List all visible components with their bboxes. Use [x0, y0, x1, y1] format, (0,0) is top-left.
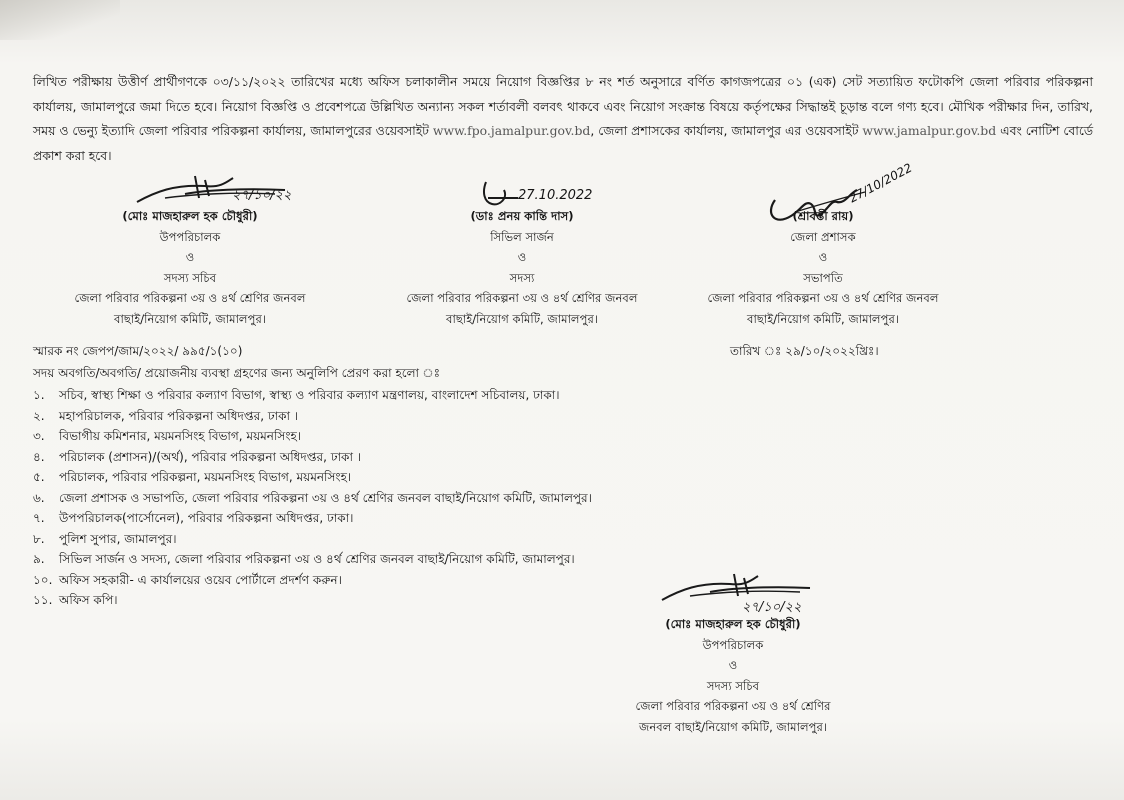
signature-3-date: 27/10/2022: [846, 160, 915, 206]
signatory-2-conj: ও: [517, 250, 527, 264]
signatory-1-conj: ও: [185, 250, 195, 264]
signatory-1-name: (মোঃ মাজহারুল হক চৌধুরী): [122, 209, 258, 223]
footer-signatory-block: [583, 614, 883, 737]
list-item: ৯. সিভিল সার্জন ও সদস্য, জেলা পরিবার পরিকল্পনা ৩য় ও ৪র্থ শ্রেণির জনবল বাছাই/নিয়োগ কমিটি, জামালপুর।: [33, 552, 575, 566]
copy-intro: সদয় অবগতি/অবগতি/ প্রয়োজনীয় ব্যবস্থা গ্রহণের জন্য অনুলিপি প্রেরণ করা হলো ঃ: [33, 366, 440, 380]
list-item: ৭. উপপরিচালক(পার্সোনেল), পরিবার পরিকল্পনা অধিদপ্তর, ঢাকা।: [33, 511, 354, 525]
signatory-3-title: জেলা প্রশাসক: [790, 229, 856, 244]
paragraph-text-2: , জেলা প্রশাসকের কার্যালয়, জামালপুর এর ওয়েবসাইট: [590, 123, 863, 138]
footer-signature-date: ২৭/১০/২২: [742, 600, 802, 615]
footer-signatory-name: (মোঃ মাজহারুল হক চৌধুরী): [665, 617, 801, 631]
signatory-2-committee-1: জেলা পরিবার পরিকল্পনা ৩য় ও ৪র্থ শ্রেণির জনবল: [406, 291, 638, 305]
list-item: ৬. জেলা প্রশাসক ও সভাপতি, জেলা পরিবার পরিকল্পনা ৩য় ও ৪র্থ শ্রেণির জনবল বাছাই/নিয়োগ কমিটি, জামালপুর।: [33, 490, 592, 505]
footer-signatory-committee-2: জনবল বাছাই/নিয়োগ কমিটি, জামালপুর।: [638, 719, 827, 734]
memo-date: তারিখ ঃ ২৯/১০/২০২২খ্রিঃ।: [730, 344, 879, 358]
notice-paragraph: [33, 70, 1093, 168]
paragraph-text-1: লিখিত পরীক্ষায় উত্তীর্ণ প্রার্থীগণকে ০৩/১১/২০২২ তারিখের মধ্যে অফিস চলাকালীন সময়ে নিয়োগ বিজ্ঞপ্তির ৮ নং শর্ত অনুসারে বর্ণিত কাগজপত্রের ০১ (এক) সেট সত্যায়িত ফটোকপি জেলা পরিবার পরিকল্পনা কার্যালয়, জামালপুরে জমা দিতে হবে। নিয়োগ বিজ্ঞপ্তি ও প্রবেশপত্রে উল্লিখিত অন্যান্য সকল শর্তাবলী বলবৎ থাকবে এবং নিয়োগ সংক্রান্ত বিষয়ে কর্তৃপক্ষের সিদ্ধান্তই চূড়ান্ত বলে গণ্য হবে। মৌখিক পরীক্ষার দিন, তারিখ, সময় ও ভেন্যু ইত্যাদি জেলা পরিবার পরিকল্পনা কার্যালয়, জামালপুরের ওয়েবসাইট: [33, 74, 1093, 138]
signatory-2-name: (ডাঃ প্রনয় কান্তি দাস): [470, 209, 574, 223]
district-website-link[interactable]: www.jamalpur.gov.bd: [862, 123, 997, 138]
signatory-3-name: (শ্রাবস্তী রায়): [792, 209, 854, 223]
footer-signatory-role: সদস্য সচিব: [706, 678, 760, 693]
footer-signatory-conj: ও: [728, 658, 738, 672]
signatory-1-committee-2: বাছাই/নিয়োগ কমিটি, জামালপুর।: [114, 311, 266, 326]
list-item: ১০. অফিস সহকারী- এ কার্যালয়ের ওয়েব পোর্টালে প্রদর্শণ করুন।: [33, 572, 342, 587]
list-item: ২. মহাপরিচালক, পরিবার পরিকল্পনা অধিদপ্তর, ঢাকা ।: [33, 408, 299, 423]
signatory-3-conj: ও: [818, 250, 828, 264]
scan-shadow: [0, 0, 120, 40]
signatory-3-committee-2: বাছাই/নিয়োগ কমিটি, জামালপুর।: [747, 311, 899, 326]
paragraph-text-3: এবং নোটিশ বোর্ডে প্রকাশ করা হবে।: [33, 123, 1094, 163]
signatory-3-block: [673, 206, 973, 329]
copy-list: [33, 385, 592, 611]
signatory-1-role: সদস্য সচিব: [163, 270, 217, 285]
list-item: ৫. পরিচালক, পরিবার পরিকল্পনা, ময়মনসিংহ বিভাগ, ময়মনসিংহ।: [33, 470, 352, 484]
signatory-1-committee-1: জেলা পরিবার পরিকল্পনা ৩য় ও ৪র্থ শ্রেণির জনবল: [74, 291, 306, 305]
fpo-website-link[interactable]: www.fpo.jamalpur.gov.bd: [432, 123, 591, 138]
list-item: ১. সচিব, স্বাস্থ্য শিক্ষা ও পরিবার কল্যাণ বিভাগ, স্বাস্থ্য ও পরিবার কল্যাণ মন্ত্রণালয়, বাংলাদেশ সচিবালয়, ঢাকা।: [33, 388, 560, 402]
signatory-3-committee-1: জেলা পরিবার পরিকল্পনা ৩য় ও ৪র্থ শ্রেণির জনবল: [707, 291, 939, 305]
memo-number: স্মারক নং জেপপ/জাম/২০২২/ ৯৯৫/১(১০): [33, 344, 243, 358]
signature-1-date: ২৭/১০/২২: [232, 188, 292, 203]
signatory-1-block: [40, 206, 340, 329]
signatory-3-role: সভাপতি: [803, 270, 843, 285]
list-item: ৪. পরিচালক (প্রশাসন)/(অর্থ), পরিবার পরিকল্পনা অধিদপ্তর, ঢাকা ।: [33, 449, 362, 464]
list-item: ৩. বিভাগীয় কমিশনার, ময়মনসিংহ বিভাগ, ময়মনসিংহ।: [33, 429, 302, 443]
list-item: ৮. পুলিশ সুপার, জামালপুর।: [33, 531, 177, 546]
signatory-2-committee-2: বাছাই/নিয়োগ কমিটি, জামালপুর।: [446, 311, 598, 326]
signature-2-date: 27.10.2022: [518, 188, 593, 203]
footer-signatory-title: উপপরিচালক: [702, 637, 764, 652]
signatory-2-role: সদস্য: [509, 270, 535, 285]
signatory-2-block: [372, 206, 672, 329]
signatory-1-title: উপপরিচালক: [159, 229, 221, 244]
signatory-2-title: সিভিল সার্জন: [490, 229, 554, 244]
footer-signatory-committee-1: জেলা পরিবার পরিকল্পনা ৩য় ও ৪র্থ শ্রেণির: [635, 699, 831, 713]
list-item: ১১. অফিস কপি।: [33, 593, 118, 607]
